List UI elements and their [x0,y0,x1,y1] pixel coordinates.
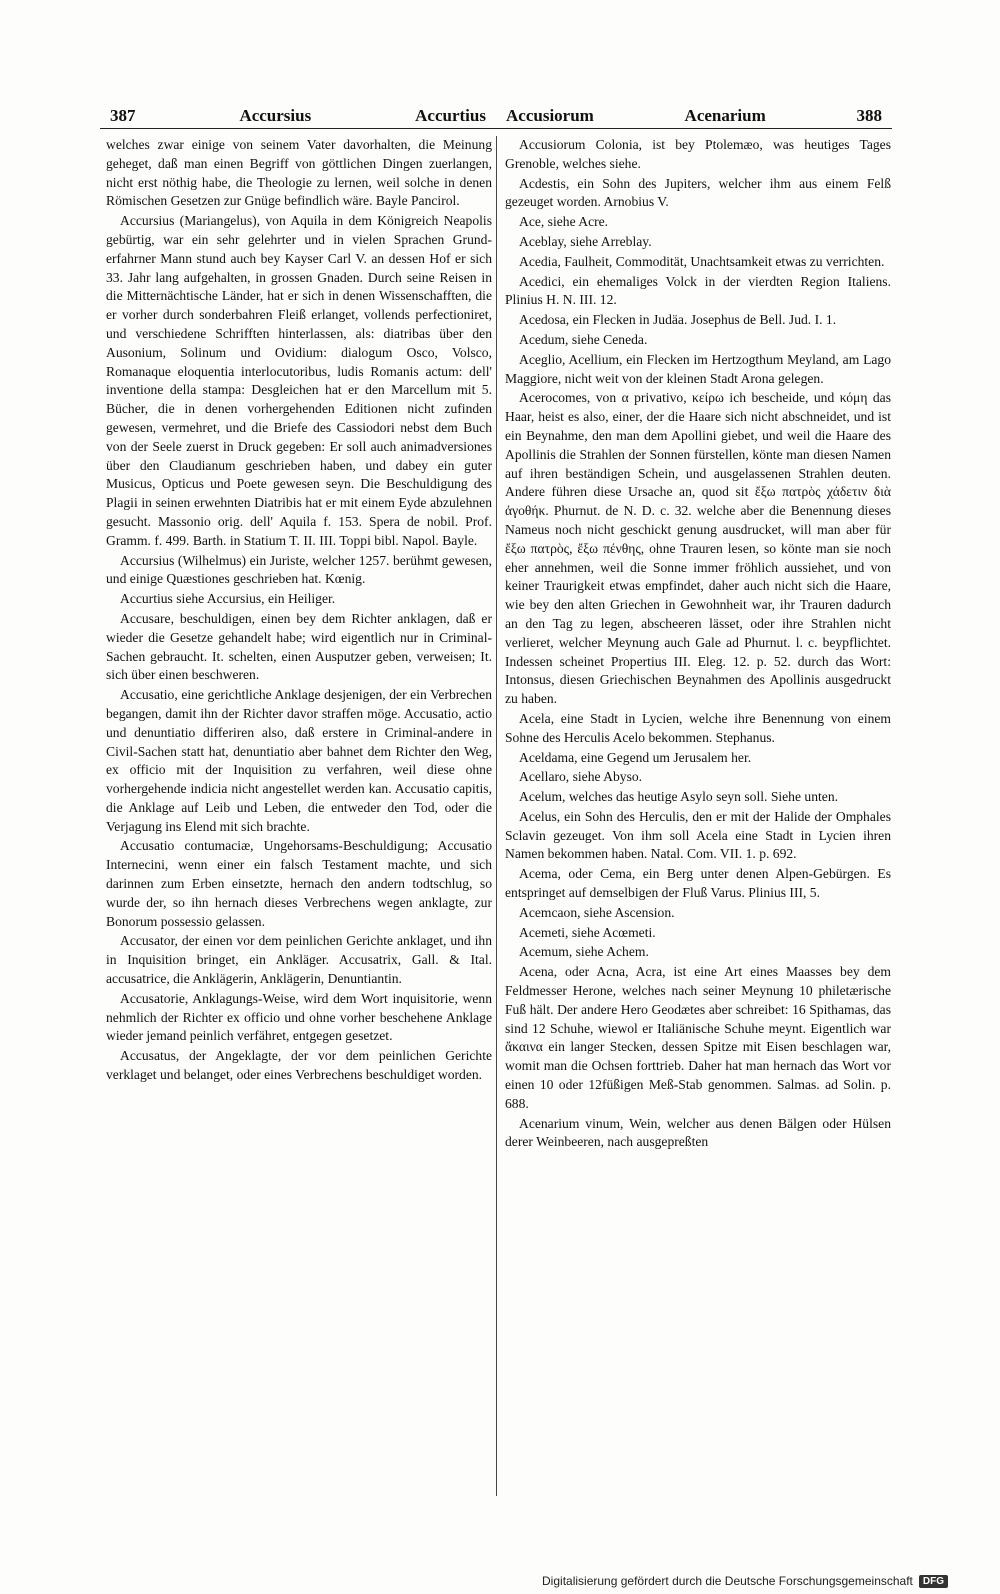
entry: Aceblay, siehe Arreblay. [519,233,652,249]
left-column [106,136,492,1496]
entry: Acellaro, siehe Abyso. [519,769,643,785]
entry: Acedia, Faulheit, Commodität, Unachtsamkeit etwas zu verrichten. [519,253,885,269]
entry: Acenarium vinum, Wein, welcher aus denen Bälgen oder Hülsen derer Weinbeeren, nach ausgepreßten [505,1115,891,1150]
entry: Acela, eine Stadt in Lycien, welche ihre Benennung von einem Sohne des Herculis Acelo bekommen. Stephanus. [505,710,891,745]
entry: Accursius (Wilhelmus) ein Juriste, welcher 1257. berühmt gewesen, und einige Quæstiones geschrieben hat. Kœnig. [106,552,492,587]
column-divider [496,136,497,1496]
entry: Aceglio, Acellium, ein Flecken im Hertzogthum Meyland, am Lago Maggiore, nicht weit von der kleinen Stadt Arona gelegen. [505,351,891,386]
right-page-number: 388 [856,106,882,125]
left-catchword-1: Accursius [239,106,312,125]
entry: Acema, oder Cema, ein Berg unter denen Alpen-Gebürgen. Es entspringet auf demselbigen der Fluß Varus. Plinius III, 5. [505,866,891,901]
footer-text: Digitalisierung gefördert durch die Deutsche Forschungsgemeinschaft [542,1574,913,1588]
entry: Acemeti, siehe Acœmeti. [519,924,656,940]
entry: Accusatorie, Anklagungs-Weise, wird dem Wort inquisitorie, wenn nehmlich der Richter ex officio und ohne vorher beschehene Anklage wieder jemand peinlich verfähret, entgegen gesetzet. [106,990,492,1044]
right-column [505,136,891,1496]
dictionary-page [100,96,892,1508]
entry: Accusatio, eine gerichtliche Anklage desjenigen, der ein Verbrechen begangen, damit ihn der Richter davor straffen möge. Accusatio, actio und denuntiatio differiren also, daß erstere in Criminal-andere in Civil-Sachen statt hat, denuntiatio aber bahnet dem Richter den Weg, ex officio mit der Inquisition zu verfahren, weil diese ohne vorhergehende indicia nicht angestellet werden kan. Accusatio capitis, die Anklage auf Leib und Leben, die entweder den Tod, oder die Verjagung ins Elend mit sich brachte. [106,687,492,834]
dfg-logo-icon: DFG [919,1575,948,1588]
left-page-number: 387 [110,106,136,125]
left-header [100,106,496,126]
entry: Acedici, ein ehemaliges Volck in der vierdten Region Italiens. Plinius H. N. III. 12. [505,273,891,308]
entry: Acedosa, ein Flecken in Judäa. Josephus de Bell. Jud. I. 1. [519,312,837,328]
left-catchword-2: Accurtius [415,106,486,125]
entry: Accusiorum Colonia, ist bey Ptolemæo, was heutiges Tages Grenoble, welches siehe. [505,137,891,171]
entry: Accusatio contumaciæ, Ungehorsams-Beschuldigung; Accusatio Internecini, wenn einer ein falsch Testament machte, und sich darinnen zum Erben einsetzte, hernach den andern todtschlug, so wurde der, so ihn hernach dieses Verbrechens wegen anklagte, zur Bonorum possessio gelassen. [106,838,492,929]
entry: Accusator, der einen vor dem peinlichen Gerichte anklaget, und ihn in Inquisition bringet, ein Ankläger. Accusatrix, Gall. & Ital. accusatrice, die Anklägerin, Anklägerin, Denuntiantin. [106,933,492,987]
entry: Acdestis, ein Sohn des Jupiters, welcher ihm aus einem Felß gezeuget worden. Arnobius V. [505,175,891,210]
entry: Accursius (Mariangelus), von Aquila in dem Königreich Neapolis gebürtig, war ein sehr gelehrter und in vielen Sprachen Grund-erfahrner Mann stund auch bey Kayser Carl V. an dessen Hof er sich 33. Jahr lang aufgehalten, in grossen Gnaden. Durch seine Reisen in die Mitternächtische Länder, hat er sich in denen Wissenschafften, die er vorher durch sonderbahren Fleiß erlanget, vollends perfectioniret, und verschiedene Schrifften hinterlassen, als: diatribas über den Ausonium, Solinum und Ovidium: dialogum Osco, Volsco, Romanaque eloquentia interlocutoribus, ludis Romanis actum: dell' inventione della stampa: Desgleichen hat er den Marcellum mit 5. Bücher, die in denen vorhergehenden Editionen nicht zufinden gewesen, vermehret, und die Briefe des Cassiodori nebst dem Buch von der Seele zuerst in Druck gegeben: Er soll auch animadversiones über den Claudianum geschrieben haben, und dabey ein guter Musicus, Opticus und Poete gewesen seyn. Die Beschuldigung des Plagii in seinen erwehnten Diatribis hat er mit einem Eyde abzulehnen gesucht. Massonio orig. dell' Aquila f. 153. Spera de nobil. Prof. Gramm. f. 499. Barth. in Statium T. II. III. Toppi bibl. Napol. Bayle. [106,213,492,548]
entry: Aceldama, eine Gegend um Jerusalem her. [519,749,752,765]
entry: Acelus, ein Sohn des Herculis, den er mit der Halide der Omphales Sclavin gezeuget. Von ihm soll Acela eine Stadt in Lycien ihren Namen bekommen haben. Natal. Com. VII. 1. p. 692. [505,808,891,862]
entry: Accurtius siehe Accursius, ein Heiliger. [120,591,336,607]
entry: Accusatus, der Angeklagte, der vor dem peinlichen Gerichte verklaget und belanget, oder eines Verbrechens beschuldiget worden. [106,1048,492,1083]
page-header [100,96,892,126]
digitization-footer [542,1574,948,1588]
entry: Accusare, beschuldigen, einen bey dem Richter anklagen, daß er wieder die Gesetze gehandelt habe; wird eigentlich nur in Criminal-Sachen gebraucht. It. schelten, einen Ausputzer geben, verweisen; It. sich über einen beschweren. [106,610,492,683]
entry: Ace, siehe Acre. [519,214,609,230]
right-header [496,106,892,126]
header-rule [100,128,892,129]
entry: Acelum, welches das heutige Asylo seyn soll. Siehe unten. [519,789,839,805]
entry: Acedum, siehe Ceneda. [519,331,648,347]
entry: Acerocomes, von α privativo, κείρω ich bescheide, und κόμη das Haar, heist es also, einer, der die Haare sich nicht abschneidet, und ist ein Beynahme, den man dem Apollini giebet, und weil die Haare des Apollinis die Strahlen der Sonnen fürstellen, könte man diesen Namen auf ihren beständigen Schein, und ausgelassenen Strahlen deuten. Andere führen diese Ursache an, quod sit ἔξω πατρὸς χάδετιν διὰ ἀγοθήκ. Phurnut. de N. D. c. 32. welche aber die Benennung dieses Nameus noch nicht geschickt genung ausdrucket, will man aber für ἔξω πατρὸς, ἔξω πένθης, ohne Trauren lesen, so könte man sie noch eher annehmen, weil die Sonne immer fröhlich aussiehet, und von keiner Traurigkeit etwas empfindet, daher auch nicht sich die Haare, wie bey den alten Griechen in Gewohnheit war, ihr Trauren dadurch an den Tag zu legen, abscheeren lässet, oder ihre Strahlen nicht verlieret, welcher Meynung auch Gale ad Phurnut. l. c. beypflichtet. Indessen scheinet Propertius III. Eleg. 12. p. 52. durch das Wort: Intonsus, diesen Griechischen Beynahmen des Apollinis ausgedruckt zu haben. [505,390,891,707]
right-catchword-1: Accusiorum [506,106,594,125]
entry: Acemcaon, siehe Ascension. [519,904,675,920]
entry: Acena, oder Acna, Acra, ist eine Art eines Maasses bey dem Feldmesser Herone, welches nach seiner Meynung 10 philetærische Fuß hält. Der andere Hero Geodætes aber schreibet: 16 Spithamas, das sind 12 Schuhe, wiewol er Italiänische Schuhe meynt. Eigentlich war ἄκαινα ein langer Stecken, dessen Spitze mit Eisen beschlagen war, womit man die Ochsen forttrieb. Daher hat man hernach das Wort vor einen 10 oder 12füßigen Meß-Stab genommen. Salmas. ad Solin. p. 688. [505,964,891,1111]
entry: Acemum, siehe Achem. [519,944,649,960]
entry: welches zwar einige von seinem Vater davorhalten, die Meinung geheget, daß man einen Begriff von göttlichen Dingen zuerlangen, nicht erst nöthig habe, die Theologie zu lernen, weil solche in denen Römischen Gesetzen zur Gnüge befindlich wäre. Bayle Pancirol. [106,137,492,209]
right-catchword-2: Acenarium [684,106,766,125]
